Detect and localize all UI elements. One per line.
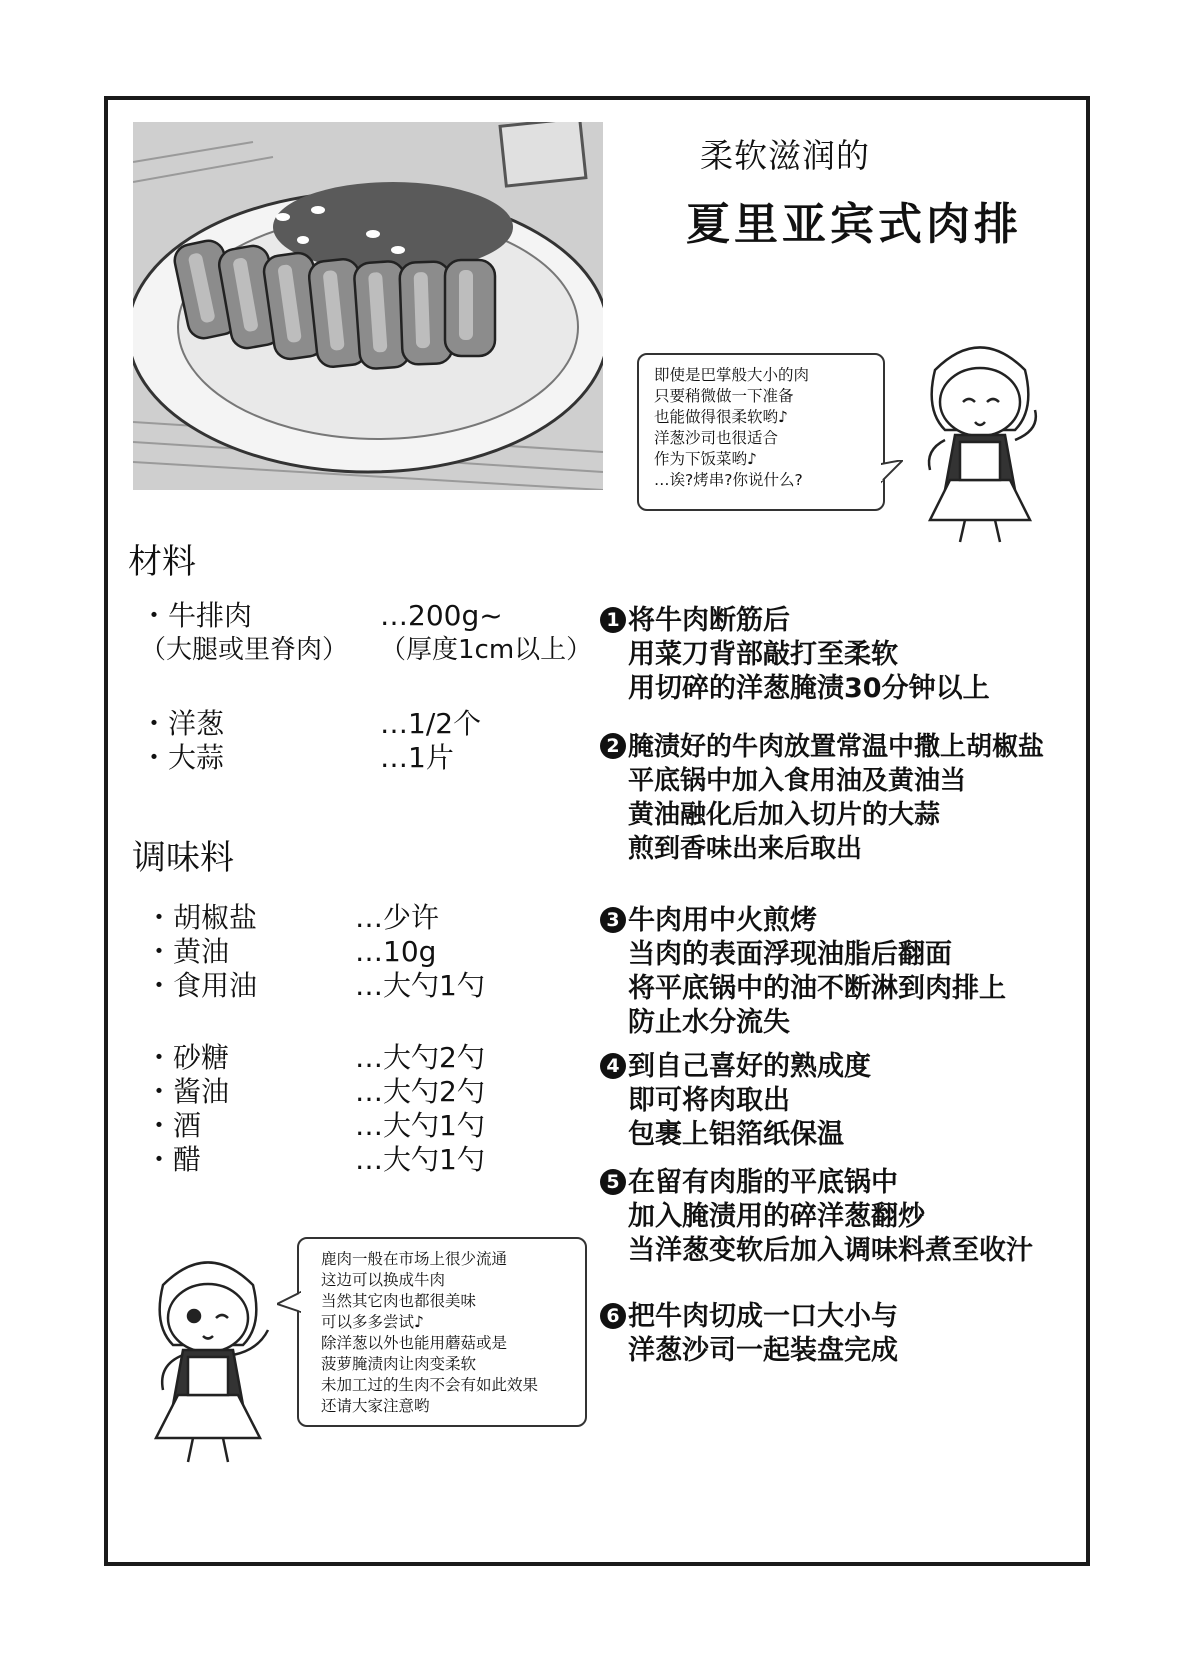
seasoning-name: ・醋 — [145, 1143, 202, 1176]
ingredient-name: ・洋葱 — [140, 707, 225, 740]
step-line: 加入腌渍用的碎洋葱翻炒 — [628, 1201, 925, 1232]
bubble-line: 作为下饭菜哟♪ — [654, 450, 757, 468]
bubble-line: 可以多多尝试♪ — [321, 1313, 424, 1331]
chibi-character-icon — [128, 1240, 288, 1470]
bubble-line: 这边可以换成牛肉 — [321, 1271, 446, 1289]
ingredient-amount: （厚度1cm以上） — [380, 635, 593, 665]
bubble-line: 菠萝腌渍肉让肉变柔软 — [321, 1355, 477, 1373]
bubble-line: 还请大家注意哟 — [321, 1397, 430, 1415]
speech-bubble-bottom — [297, 1237, 587, 1427]
step-number-icon: 4 — [600, 1053, 626, 1079]
step-line: 洋葱沙司一起装盘完成 — [628, 1335, 898, 1366]
step-line: 牛肉用中火煎烤 — [628, 905, 817, 936]
ingredient-amount: …1/2个 — [380, 707, 482, 740]
step-line: 到自己喜好的熟成度 — [628, 1051, 871, 1082]
seasoning-name: ・胡椒盐 — [145, 901, 258, 934]
step-4 — [600, 1050, 871, 1152]
speech-bubble-top — [637, 353, 885, 511]
step-5 — [600, 1166, 1033, 1268]
bubble-line: 当然其它肉也都很美味 — [321, 1292, 477, 1310]
speech-tail-icon — [277, 1290, 301, 1316]
seasoning-amount: …大勺2勺 — [355, 1041, 485, 1074]
step-number-icon: 2 — [600, 733, 626, 759]
bubble-line: 也能做得很柔软哟♪ — [654, 408, 788, 426]
seasoning-amount: …10g — [355, 935, 437, 968]
ingredient-name: ・大蒜 — [140, 741, 225, 774]
ingredients-heading: 材料 — [128, 542, 196, 582]
step-line: 将平底锅中的油不断淋到肉排上 — [628, 973, 1006, 1004]
seasoning-name: ・黄油 — [145, 935, 230, 968]
bubble-line: 鹿肉一般在市场上很少流通 — [321, 1250, 508, 1268]
ingredient-name: ・牛排肉 — [140, 599, 253, 632]
recipe-title: 夏里亚宾式肉排 — [686, 199, 1022, 250]
recipe-subtitle: 柔软滋润的 — [700, 136, 870, 175]
bubble-line: 即使是巴掌般大小的肉 — [654, 366, 810, 384]
step-line: 包裹上铝箔纸保温 — [628, 1119, 844, 1150]
seasoning-name: ・砂糖 — [145, 1041, 230, 1074]
ingredient-name: （大腿或里脊肉） — [140, 635, 349, 665]
bubble-line: 只要稍微做一下准备 — [654, 387, 794, 405]
steak-illustration — [133, 122, 603, 490]
seasoning-name: ・酱油 — [145, 1075, 230, 1108]
step-number-icon: 1 — [600, 607, 626, 633]
seasoning-name: ・食用油 — [145, 969, 258, 1002]
seasoning-name: ・酒 — [145, 1109, 202, 1142]
seasoning-amount: …大勺1勺 — [355, 1109, 485, 1142]
step-number-icon: 3 — [600, 907, 626, 933]
step-line: 用切碎的洋葱腌渍30分钟以上 — [628, 673, 990, 704]
seasoning-amount: …少许 — [355, 901, 440, 934]
seasonings-heading: 调味料 — [132, 838, 234, 878]
step-line: 黄油融化后加入切片的大蒜 — [628, 800, 941, 830]
step-line: 当洋葱变软后加入调味料煮至收汁 — [628, 1235, 1033, 1266]
step-line: 即可将肉取出 — [628, 1085, 790, 1116]
bubble-line: 除洋葱以外也能用蘑菇或是 — [321, 1334, 508, 1352]
bubble-line: 未加工过的生肉不会有如此效果 — [321, 1376, 539, 1394]
speech-tail-icon — [881, 460, 903, 486]
step-6 — [600, 1300, 898, 1368]
step-line: 煎到香味出来后取出 — [628, 834, 863, 864]
ingredient-amount: …200g~ — [380, 599, 503, 632]
ingredient-amount: …1片 — [380, 741, 454, 774]
step-3 — [600, 904, 1006, 1040]
chibi-character-icon — [905, 330, 1055, 550]
step-line: 当肉的表面浮现油脂后翻面 — [628, 939, 952, 970]
seasoning-amount: …大勺1勺 — [355, 1143, 485, 1176]
bubble-line: 洋葱沙司也很适合 — [654, 429, 779, 447]
seasoning-amount: …大勺1勺 — [355, 969, 485, 1002]
step-line: 腌渍好的牛肉放置常温中撒上胡椒盐 — [628, 732, 1045, 762]
step-line: 用菜刀背部敲打至柔软 — [628, 639, 898, 670]
step-line: 在留有肉脂的平底锅中 — [628, 1167, 898, 1198]
step-line: 防止水分流失 — [628, 1007, 790, 1038]
step-1 — [600, 604, 990, 706]
step-line: 把牛肉切成一口大小与 — [628, 1301, 898, 1332]
step-number-icon: 6 — [600, 1303, 626, 1329]
step-line: 平底锅中加入食用油及黄油当 — [628, 766, 967, 796]
step-2 — [600, 730, 1044, 866]
step-number-icon: 5 — [600, 1169, 626, 1195]
bubble-line: …诶?烤串?你说什么? — [654, 471, 803, 489]
seasoning-amount: …大勺2勺 — [355, 1075, 485, 1108]
step-line: 将牛肉断筋后 — [628, 605, 790, 636]
